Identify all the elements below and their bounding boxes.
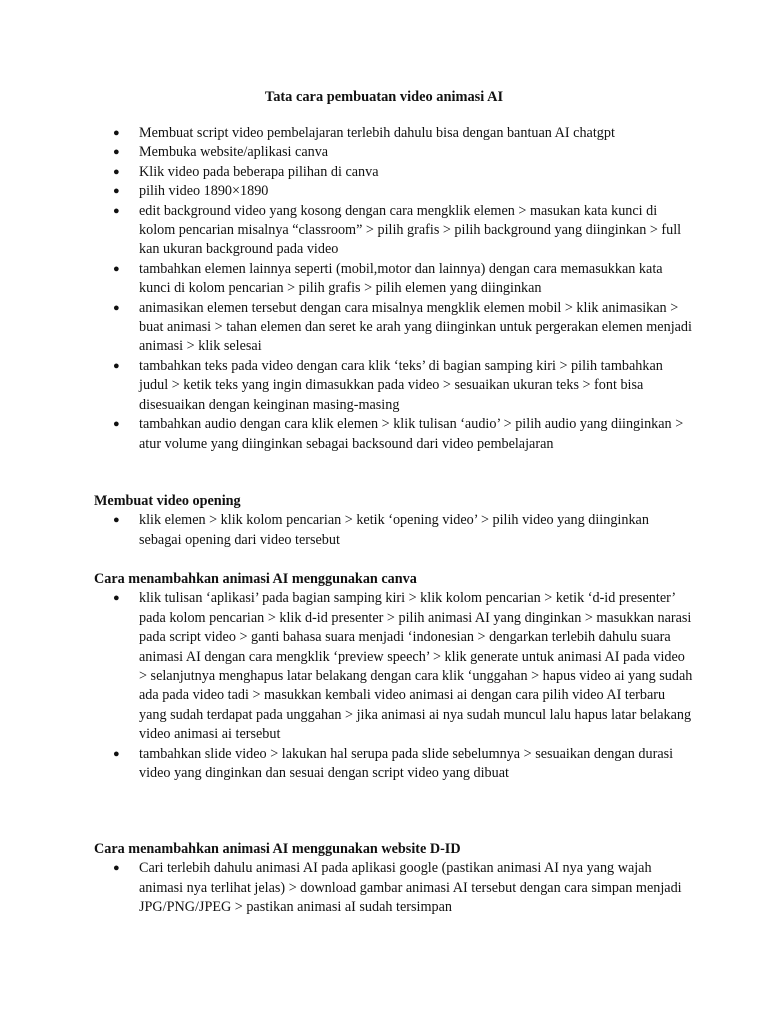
list-item: ● edit background video yang kosong dengan cara mengklik elemen > masukan kata kunci di kolom pencarian misalnya “classroom” > pilih grafis > pilih background yang diinginkan > full kan ukuran background pada video xyxy=(94,202,694,260)
document-title: Tata cara pembuatan video animasi AI xyxy=(264,89,504,105)
list-item: ● tambahkan teks pada video dengan cara klik ‘teks’ di bagian samping kiri > pilih tambahkan judul > ketik teks yang ingin dimasukkan pada video > sesuaikan ukuran teks > font bisa disesuaikan dengan keinginan masing-masing xyxy=(94,357,694,415)
intro-section xyxy=(94,124,694,454)
list-item: ● klik tulisan ‘aplikasi’ pada bagian samping kiri > klik kolom pencarian > ketik ‘d-id presenter’ pada kolom pencarian > klik d-id presenter > pilih animasi AI yang dinginkan > masukkan narasi pada script video > ganti bahasa suara menjadi ‘indonesian > dengarkan terlebih dahulu suara animasi AI dengan cara mengklik ‘preview speech’ > klik generate untuk animasi AI pada video > selanjutnya menghapus latar belakang dengan cara klik ‘unggahan > hapus video ai yang sudah ada pada video tadi > masukkan kembali video animasi ai dengan cara pilih video AI terbaru yang sudah terdapat pada unggahan > jika animasi ai nya sudah muncul lalu hapus latar belakang video animasi ai tersebut xyxy=(94,589,694,744)
intro-list xyxy=(94,124,694,454)
opening-section xyxy=(94,492,694,550)
list-item: ● tambahkan elemen lainnya seperti (mobil,motor dan lainnya) dengan cara memasukkan kata kunci di kolom pencarian > pilih grafis > pilih elemen yang diinginkan xyxy=(94,260,694,299)
list-item: ● tambahkan slide video > lakukan hal serupa pada slide sebelumnya > sesuaikan dengan durasi video yang dinginkan dan sesuai dengan script video yang dibuat xyxy=(94,745,694,784)
list-item: ● klik elemen > klik kolom pencarian > ketik ‘opening video’ > pilih video yang diinginkan sebagai opening dari video tersebut xyxy=(94,511,694,550)
section-heading: Membuat video opening xyxy=(94,493,241,509)
list-item: ● animasikan elemen tersebut dengan cara misalnya mengklik elemen mobil > klik animasikan > buat animasi > tahan elemen dan seret ke arah yang diinginkan untuk pergerakan elemen menjadi animasi > klik selesai xyxy=(94,299,694,357)
section-heading: Cara menambahkan animasi AI menggunakan website D-ID xyxy=(94,841,461,857)
section-heading: Cara menambahkan animasi AI menggunakan canva xyxy=(94,571,417,587)
list-item: ● Cari terlebih dahulu animasi AI pada aplikasi google (pastikan animasi AI nya yang wajah animasi nya terlihat jelas) > download gambar animasi AI tersebut dengan cara simpan menjadi JPG/PNG/JPEG > pastikan animasi aI sudah tersimpan xyxy=(94,859,694,917)
list-item: ● Membuka website/aplikasi canva xyxy=(94,143,694,162)
did-section xyxy=(94,840,694,918)
did-list xyxy=(94,859,694,917)
list-item: ● Membuat script video pembelajaran terlebih dahulu bisa dengan bantuan AI chatgpt xyxy=(94,124,694,143)
list-item: ● pilih video 1890×1890 xyxy=(94,182,694,201)
canva-section xyxy=(94,570,694,783)
opening-list xyxy=(94,511,694,550)
list-item: ● Klik video pada beberapa pilihan di canva xyxy=(94,163,694,182)
list-item: ● tambahkan audio dengan cara klik elemen > klik tulisan ‘audio’ > pilih audio yang diinginkan > atur volume yang diinginkan sebagai backsound dari video pembelajaran xyxy=(94,415,694,454)
canva-list xyxy=(94,589,694,783)
